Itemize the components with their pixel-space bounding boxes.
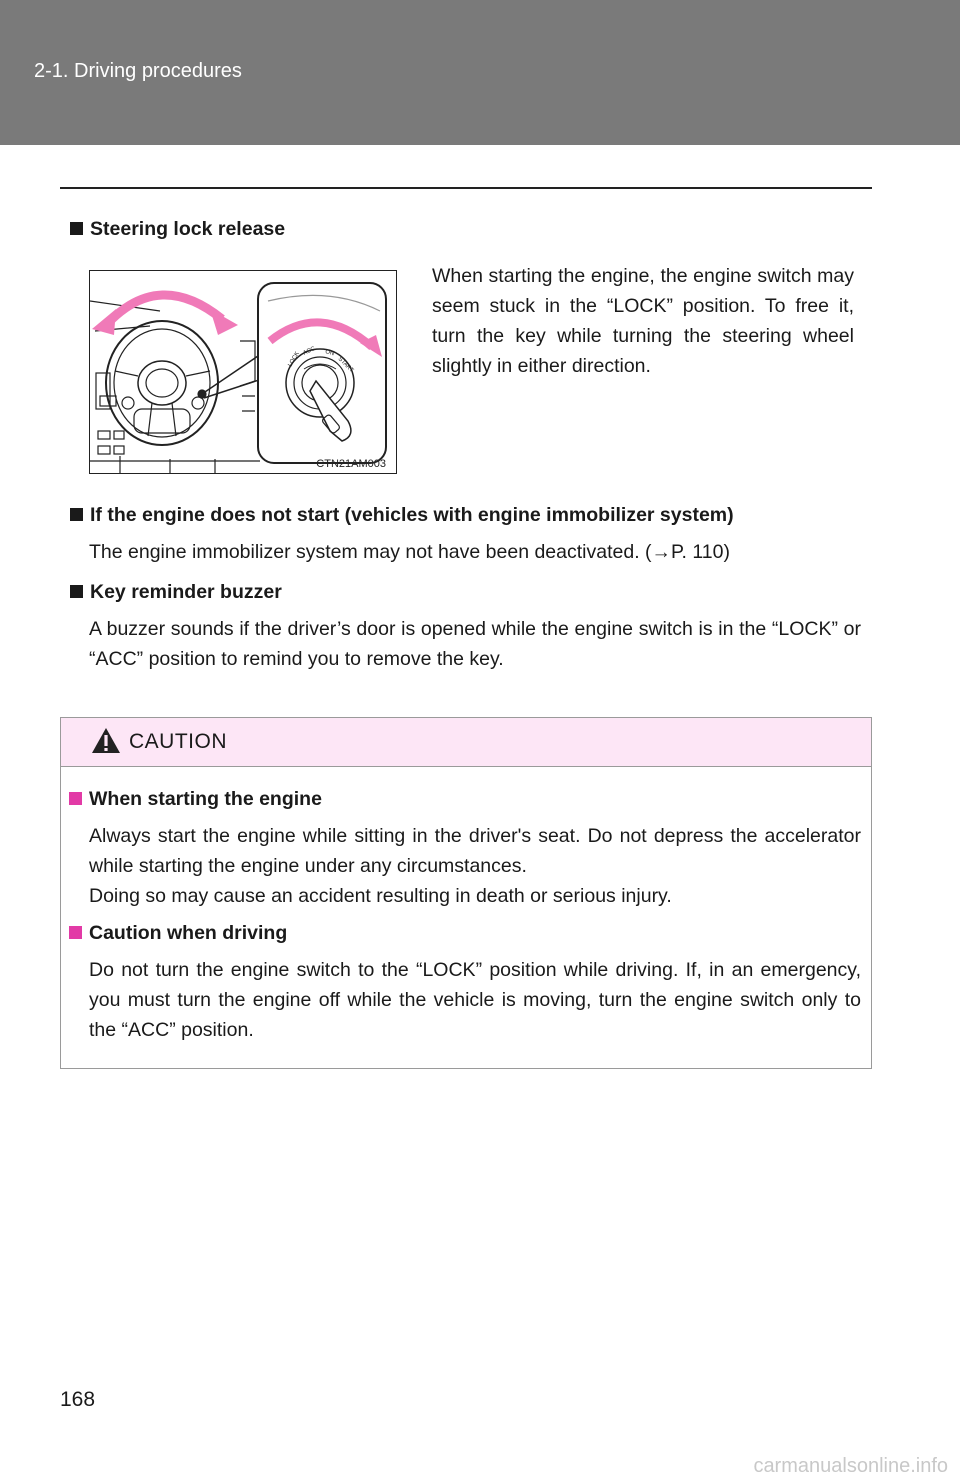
steering-wheel-illustration: [90, 271, 396, 473]
immobilizer-heading: If the engine does not start (vehicles with engine immobilizer system): [70, 504, 734, 527]
steering-heading: Steering lock release: [70, 218, 285, 241]
buzzer-heading: Key reminder buzzer: [70, 581, 282, 604]
bullet-square-icon: [69, 792, 82, 805]
steering-description: When starting the engine, the engine switch may seem stuck in the “LOCK” position. To free it, turn the key while turning the steering wheel slightly in either direction.: [432, 265, 854, 377]
caution-text-starting-2: Doing so may cause an accident resulting in death or serious injury.: [89, 885, 672, 907]
bullet-square-icon: [70, 508, 83, 521]
header-band: [0, 0, 960, 145]
steering-lock-figure: [89, 270, 397, 474]
caution-heading-starting: When starting the engine: [69, 788, 322, 811]
divider: [60, 187, 872, 189]
page-number: 168: [60, 1388, 96, 1411]
caution-text-starting: Always start the engine while sitting in the driver's seat. Do not depress the accelerator while starting the engine under any circumstances.: [89, 825, 861, 877]
watermark: carmanualsonline.info: [753, 1455, 948, 1477]
section-title: 2-1. Driving procedures: [34, 60, 242, 82]
caution-header: [61, 718, 871, 767]
warning-triangle-icon: [91, 727, 121, 754]
figure-code: CTN21AM003: [316, 458, 386, 470]
caution-title: CAUTION: [129, 730, 227, 753]
bullet-square-icon: [70, 585, 83, 598]
caution-text-driving: Do not turn the engine switch to the “LOCK” position while driving. If, in an emergency, you must turn the engine off while the vehicle is moving, turn the engine switch only to the “ACC” position.: [89, 959, 861, 1041]
switch-label-start: START: [336, 356, 355, 374]
switch-label-lock: LOCK: [287, 350, 301, 368]
switch-label-acc: ACC: [302, 346, 317, 357]
caution-box: [60, 717, 872, 1069]
switch-label-on: ON: [324, 349, 335, 358]
bullet-square-icon: [70, 222, 83, 235]
buzzer-text: A buzzer sounds if the driver’s door is opened while the engine switch is in the “LOCK” or “ACC” position to remind you to remove the key.: [89, 618, 861, 670]
immobilizer-text: The engine immobilizer system may not have been deactivated. (→P. 110): [89, 541, 730, 563]
caution-heading-driving: Caution when driving: [69, 922, 287, 945]
bullet-square-icon: [69, 926, 82, 939]
